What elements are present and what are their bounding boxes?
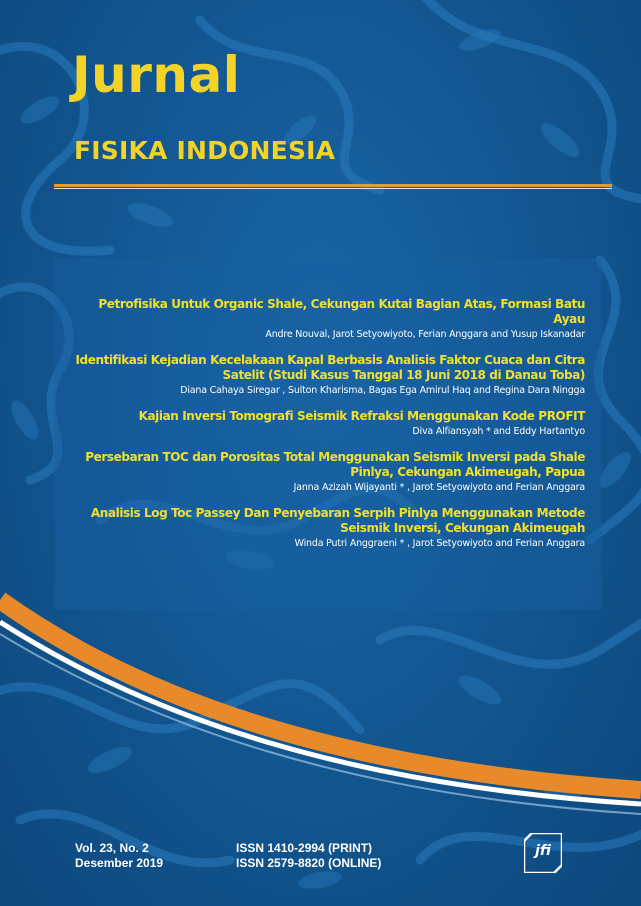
article-title[interactable]: Persebaran TOC dan Porositas Total Menggunakan Seismik Inversi pada Shale Pinlya, Cekungan Akimeugah, Papua — [85, 450, 585, 479]
journal-subtitle: FISIKA INDONESIA — [74, 136, 336, 165]
article-entry[interactable] — [65, 353, 585, 397]
table-of-contents — [65, 297, 585, 562]
volume-number: Vol. 23, No. 2 — [75, 841, 149, 855]
issn-info — [236, 841, 381, 871]
jfi-logo — [524, 833, 562, 873]
article-entry[interactable] — [65, 409, 585, 438]
issn-online: ISSN 2579-8820 (ONLINE) — [236, 856, 382, 870]
title-divider-thin — [54, 188, 612, 189]
article-authors: Andre Nouval, Jarot Setyowiyoto, Ferian Anggara and Yusup Iskanadar — [265, 329, 585, 340]
article-authors: Diana Cahaya Siregar , Sulton Kharisma, Bagas Ega Amirul Haq and Regina Dara Ningga — [180, 385, 585, 396]
article-authors: Winda Putri Anggraeni * , Jarot Setyowiyoto and Ferian Anggara — [294, 538, 585, 549]
article-entry[interactable] — [65, 506, 585, 550]
logo-text: jfi — [535, 843, 551, 859]
article-authors: Janna Azizah Wijayanti * , Jarot Setyowiyoto and Ferian Anggara — [293, 482, 585, 493]
article-title[interactable]: Petrofisika Untuk Organic Shale, Cekungan Kutai Bagian Atas, Formasi Batu Ayau — [98, 297, 585, 326]
issue-info — [75, 841, 163, 871]
journal-title: Jurnal — [72, 46, 241, 104]
title-divider — [54, 184, 612, 187]
article-title[interactable]: Analisis Log Toc Passey Dan Penyebaran Serpih Pinlya Menggunakan Metode Seismik Inversi, Cekungan Akimeugah — [90, 506, 585, 535]
issn-print: ISSN 1410-2994 (PRINT) — [236, 841, 373, 855]
article-title[interactable]: Identifikasi Kejadian Kecelakaan Kapal Berbasis Analisis Faktor Cuaca dan Citra Satelit (Studi Kasus Tanggal 18 Juni 2018 di Danau Toba) — [75, 353, 585, 382]
article-entry[interactable] — [65, 297, 585, 341]
article-authors: Diva Alfiansyah * and Eddy Hartantyo — [412, 426, 585, 437]
article-entry[interactable] — [65, 450, 585, 494]
issue-date: Desember 2019 — [75, 856, 164, 870]
decorative-swoosh — [0, 560, 641, 820]
article-title[interactable]: Kajian Inversi Tomografi Seismik Refraksi Menggunakan Kode PROFIT — [138, 409, 585, 423]
